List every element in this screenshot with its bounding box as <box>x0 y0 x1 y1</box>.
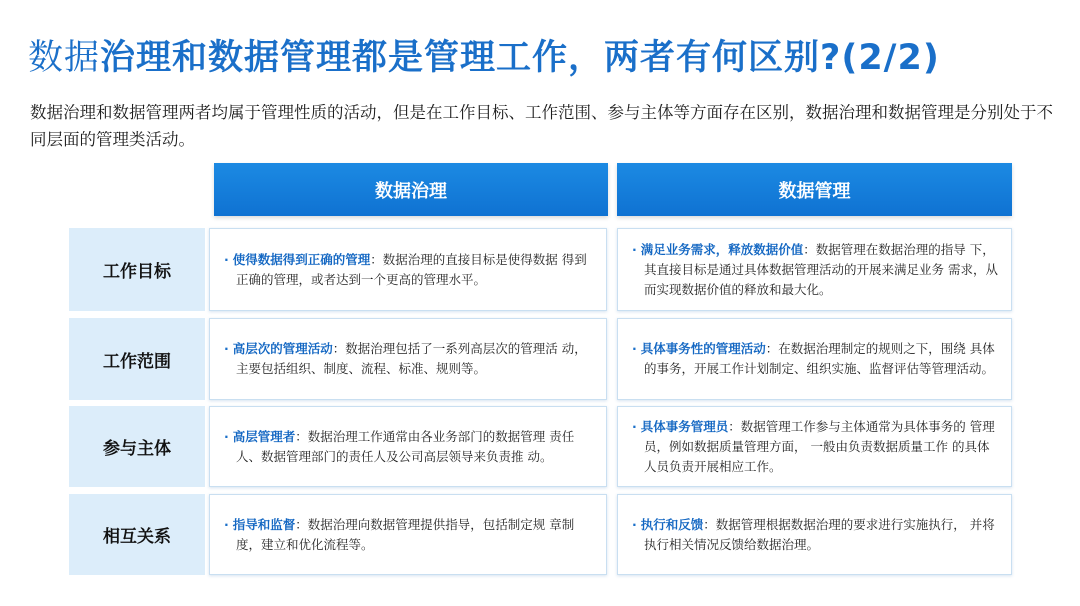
row-label-work-goal: 工作目标 <box>69 228 205 311</box>
bullet-icon: · <box>632 418 637 434</box>
cell-text: ：数据管理根据数据治理的要求进行实施执行， 并将执行相关情况反馈给数据治理。 <box>644 516 995 552</box>
bullet-icon: · <box>632 516 637 532</box>
cell-text: ：数据治理包括了一系列高层次的管理活 动，主要包括组织、制度、流程、标准、规则等。 <box>236 341 587 376</box>
cell-governance-participants <box>209 406 607 487</box>
cell-management-work-scope <box>617 318 1012 400</box>
page-title-part3: ?(2/2) <box>820 38 940 78</box>
cell-key: 高层管理者 <box>232 428 296 444</box>
cell-management-participants <box>617 406 1012 487</box>
cell-text: ：数据治理的直接目标是使得数据 得到正确的管理，或者达到一个更高的管理水平。 <box>236 251 587 287</box>
cell-governance-relationship <box>209 494 607 575</box>
bullet-icon: · <box>224 428 229 444</box>
column-header-management: 数据管理 <box>617 163 1012 216</box>
column-header-governance: 数据治理 <box>214 163 608 216</box>
cell-text: ：在数据治理制定的规则之下，围绕 具体的事务，开展工作计划制定、组织实施、监督评估等管理活动。 <box>644 341 995 376</box>
cell-governance-work-goal <box>209 228 607 311</box>
cell-text: ：数据治理向数据管理提供指导，包括制定规 章制度，建立和优化流程等。 <box>236 516 575 552</box>
cell-governance-work-scope <box>209 318 607 400</box>
cell-key: 指导和监督 <box>232 516 296 532</box>
page-title-part2: 治理和数据管理都是管理工作，两者有何区别 <box>100 38 821 78</box>
cell-text: ：数据管理工作参与主体通常为具体事务的 管理员，例如数据质量管理方面， 一般由负责数据质量工作 的具体人员负责开展相应工作。 <box>644 418 995 474</box>
row-label-participants: 参与主体 <box>69 406 205 487</box>
bullet-icon: · <box>632 341 637 356</box>
cell-management-relationship <box>617 494 1012 575</box>
cell-management-work-goal <box>617 228 1012 311</box>
page-title <box>28 30 940 80</box>
row-label-relationship: 相互关系 <box>69 494 205 575</box>
bullet-icon: · <box>224 516 229 532</box>
cell-text: ：数据治理工作通常由各业务部门的数据管理 责任人、数据管理部门的责任人及公司高层领导来负责推 动。 <box>236 428 575 464</box>
bullet-icon: · <box>632 241 637 257</box>
cell-key: 使得数据得到正确的管理 <box>232 251 371 267</box>
cell-key: 执行和反馈 <box>640 516 704 532</box>
cell-key: 具体事务性的管理活动 <box>640 341 766 356</box>
bullet-icon: · <box>224 251 229 267</box>
cell-key: 高层次的管理活动 <box>232 341 333 356</box>
cell-key: 具体事务管理员 <box>640 418 729 434</box>
cell-text: ：数据管理在数据治理的指导 下，其直接目标是通过具体数据管理活动的开展来满足业务 需求，从而实现数据价值的释放和最大化。 <box>644 241 998 297</box>
intro-paragraph: 数据治理和数据管理两者均属于管理性质的活动，但是在工作目标、工作范围、参与主体等方面存在区别，数据治理和数据管理是分别处于不同层面的管理类活动。 <box>30 103 1053 149</box>
row-label-work-scope: 工作范围 <box>69 318 205 400</box>
cell-key: 满足业务需求，释放数据价值 <box>640 241 804 257</box>
page-title-part1: 数据 <box>28 38 101 78</box>
bullet-icon: · <box>224 341 229 356</box>
